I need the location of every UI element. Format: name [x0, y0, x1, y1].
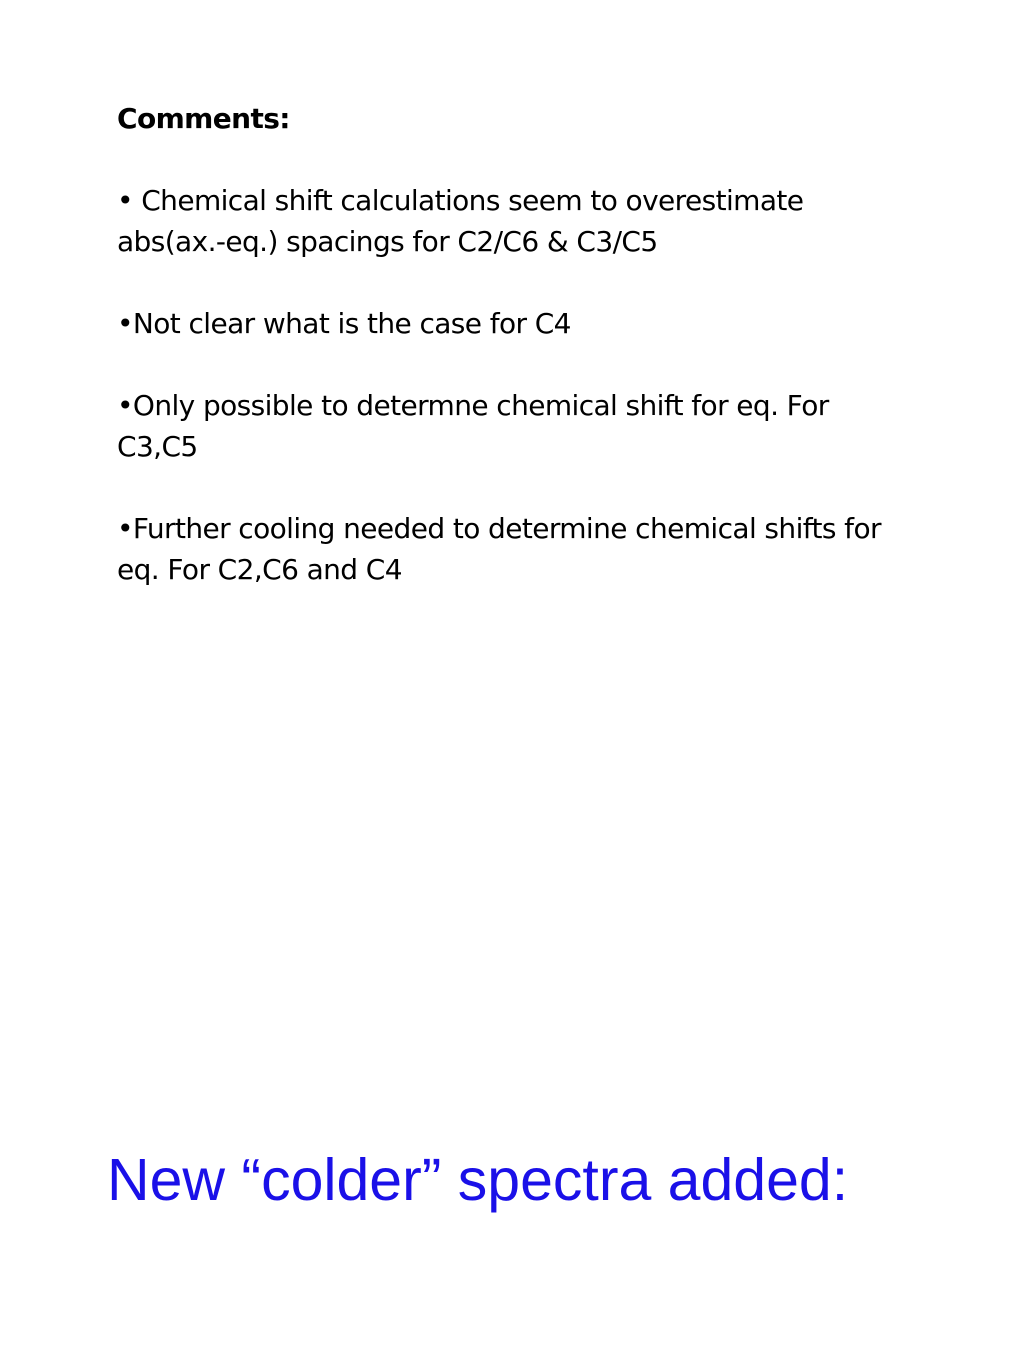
comments-section: [117, 98, 917, 631]
colder-spectra-banner: New “colder” spectra added:: [107, 1147, 849, 1213]
comment-bullet: •Only possible to determne chemical shift for eq. For C3,C5: [117, 389, 829, 463]
comment-bullet: •Not clear what is the case for C4: [117, 307, 571, 340]
comment-bullet: • Chemical shift calculations seem to overestimate abs(ax.-eq.) spacings for C2/C6 & C3/C5: [117, 184, 804, 258]
comments-heading: Comments:: [117, 102, 290, 135]
comment-bullet: •Further cooling needed to determine chemical shifts for eq. For C2,C6 and C4: [117, 512, 881, 586]
